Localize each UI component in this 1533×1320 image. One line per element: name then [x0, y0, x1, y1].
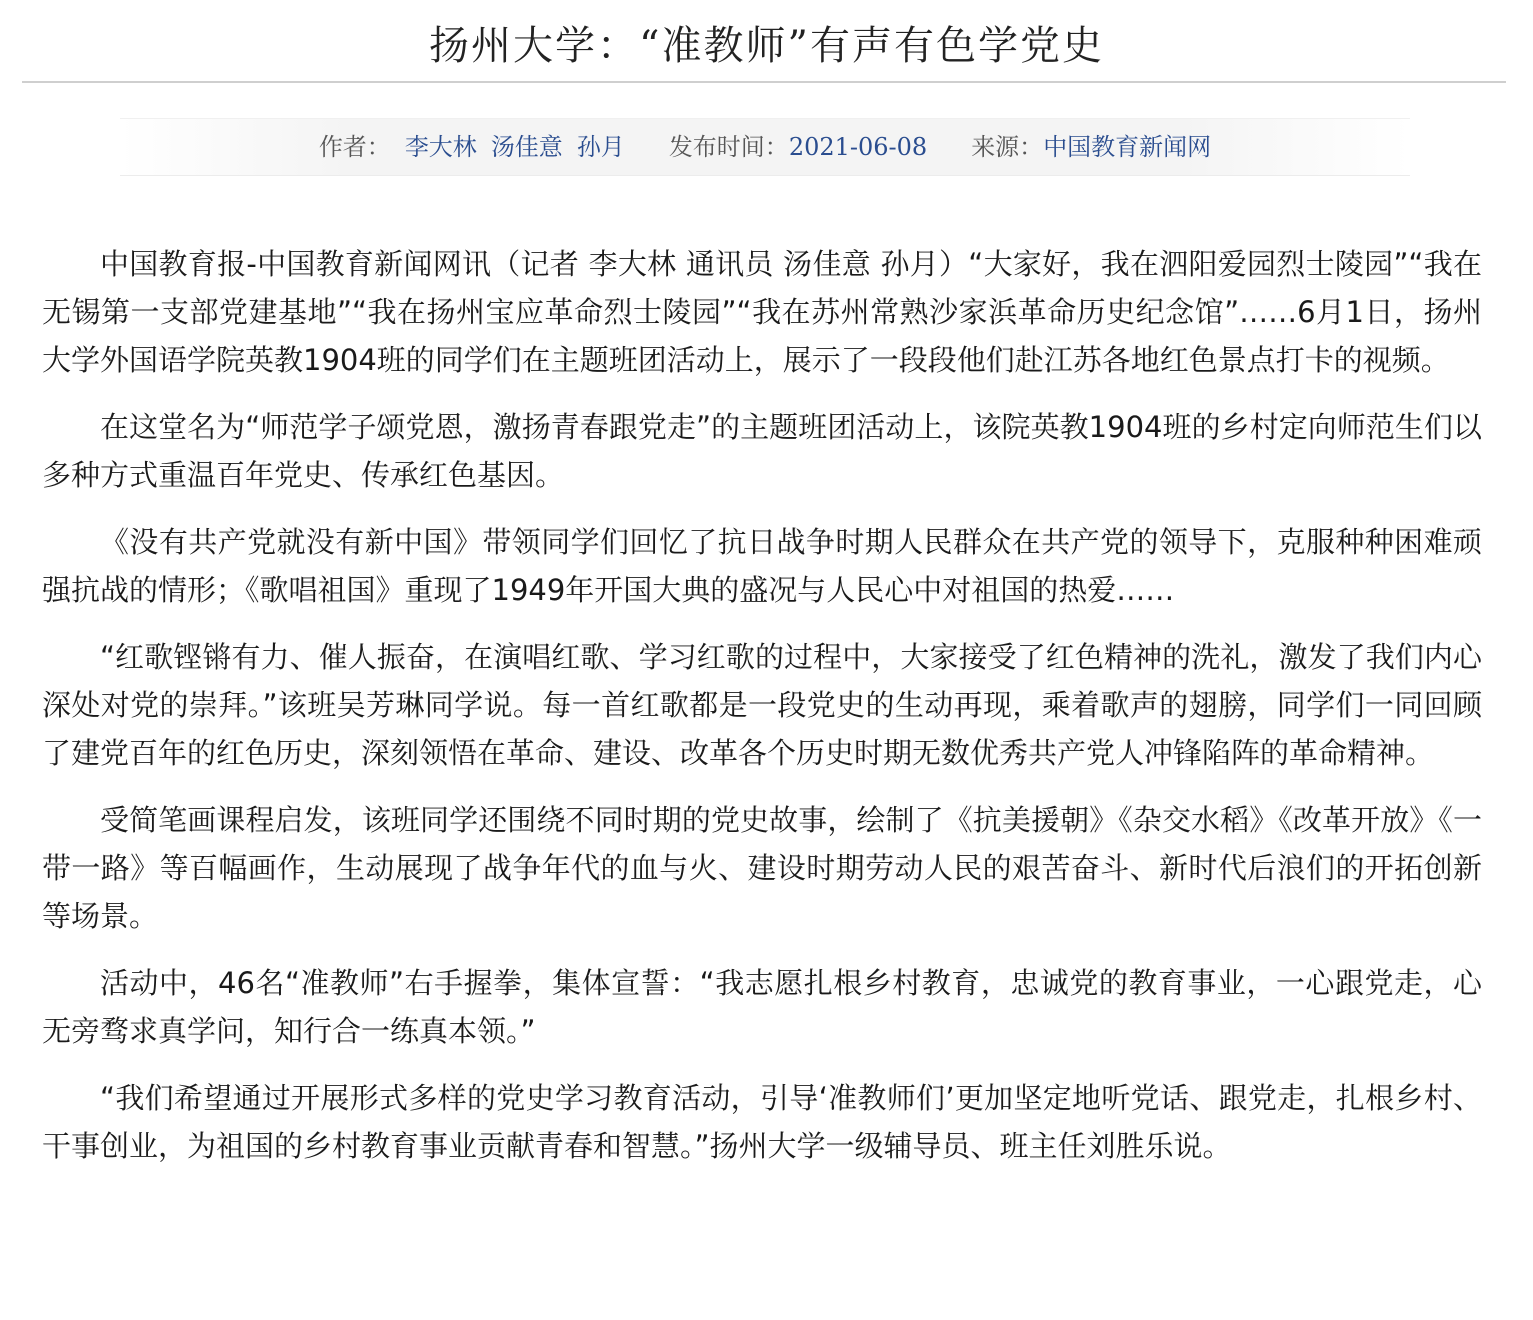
title-divider [22, 81, 1506, 83]
article-paragraph-7: “我们希望通过开展形式多样的党史学习教育活动，引导‘准教师们’更加坚定地听党话、跟党走，扎根乡村、干事创业，为祖国的乡村教育事业贡献青春和智慧。”扬州大学一级辅导员、班主任刘胜乐说。 [42, 1081, 1482, 1163]
article-paragraph-6: 活动中，46名“准教师”右手握拳，集体宣誓：“我志愿扎根乡村教育，忠诚党的教育事业，一心跟党走，心无旁骛求真学问，知行合一练真本领。” [42, 966, 1482, 1048]
article-title: 扬州大学：“准教师”有声有色学党史 [429, 23, 1104, 69]
author-name-2[interactable]: 汤佳意 [490, 133, 563, 161]
author-name-3[interactable]: 孙月 [576, 133, 625, 161]
publish-date-label: 发布时间： [668, 133, 789, 161]
article-paragraph-2: 在这堂名为“师范学子颂党恩，激扬青春跟党走”的主题班团活动上，该院英教1904班的乡村定向师范生们以多种方式重温百年党史、传承红色基因。 [42, 410, 1482, 492]
source-label: 来源： [971, 133, 1044, 161]
article-meta-bar [120, 118, 1410, 176]
author-name-1[interactable]: 李大林 [404, 133, 477, 161]
article-paragraph-4: “红歌铿锵有力、催人振奋，在演唱红歌、学习红歌的过程中，大家接受了红色精神的洗礼，激发了我们内心深处对党的崇拜。”该班吴芳琳同学说。每一首红歌都是一段党史的生动再现，乘着歌声的翅膀，同学们一同回顾了建党百年的红色历史，深刻领悟在革命、建设、改革各个历史时期无数优秀共产党人冲锋陷阵的革命精神。 [42, 640, 1482, 770]
article-body [42, 240, 1482, 1189]
article-paragraph-3: 《没有共产党就没有新中国》带领同学们回忆了抗日战争时期人民群众在共产党的领导下，克服种种困难顽强抗战的情形；《歌唱祖国》重现了1949年开国大典的盛况与人民心中对祖国的热爱…… [42, 525, 1482, 607]
publish-date: 2021-06-08 [788, 133, 928, 161]
source-link[interactable]: 中国教育新闻网 [1043, 133, 1212, 161]
author-label: 作者： [318, 133, 391, 161]
article-paragraph-1: 中国教育报-中国教育新闻网讯（记者 李大林 通讯员 汤佳意 孙月）“大家好，我在泗阳爱园烈士陵园”“我在无锡第一支部党建基地”“我在扬州宝应革命烈士陵园”“我在苏州常熟沙家浜革命历史纪念馆”……6月1日，扬州大学外国语学院英教1904班的同学们在主题班团活动上，展示了一段段他们赴江苏各地红色景点打卡的视频。 [42, 247, 1482, 377]
article-paragraph-5: 受简笔画课程启发，该班同学还围绕不同时期的党史故事，绘制了《抗美援朝》《杂交水稻》《改革开放》《一带一路》等百幅画作，生动展现了战争年代的血与火、建设时期劳动人民的艰苦奋斗、新时代后浪们的开拓创新等场景。 [42, 803, 1482, 933]
